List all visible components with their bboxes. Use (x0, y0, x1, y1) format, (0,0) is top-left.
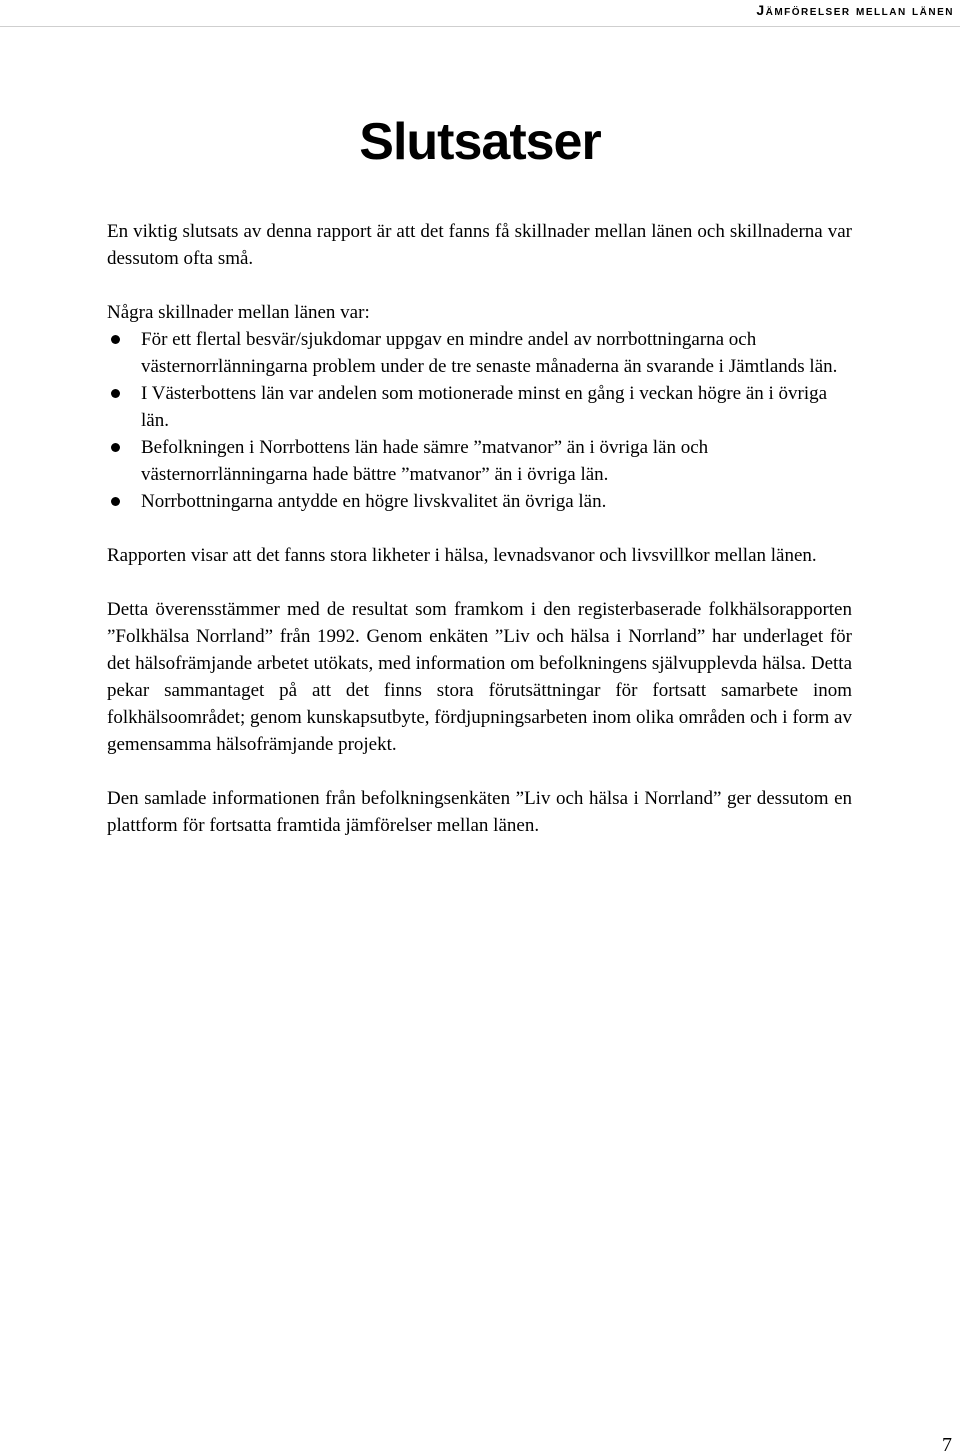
bullet-icon (111, 389, 120, 398)
bullet-icon (111, 335, 120, 344)
list-item-text: I Västerbottens län var andelen som motionerade minst en gång i veckan högre än i övriga län. (141, 383, 828, 431)
list-item (107, 380, 852, 434)
paragraph-samlade: Den samlade informationen från befolkningsenkäten ”Liv och hälsa i Norrland” ger dessutom en plattform för fortsatta framtida jämförelser mellan länen. (107, 788, 852, 836)
list-item-text: Norrbottningarna antydde en högre livskvalitet än övriga län. (141, 491, 607, 512)
bullet-icon (111, 443, 120, 452)
page-number: 7 (942, 1434, 952, 1456)
list-item-text: Befolkningen i Norrbottens län hade sämre ”matvanor” än i övriga län och västernorrlänningarna hade bättre ”matvanor” än i övriga län. (141, 437, 709, 485)
paragraph-intro: En viktig slutsats av denna rapport är att det fanns få skillnader mellan länen och skillnaderna var dessutom ofta små. (107, 221, 852, 269)
paragraph-likheter: Rapporten visar att det fanns stora likheter i hälsa, levnadsvanor och livsvillkor mellan länen. (107, 545, 817, 566)
list-item-text: För ett flertal besvär/sjukdomar uppgav en mindre andel av norrbottningarna och västernorrlänningarna problem under de tre senaste månaderna än svarande i Jämtlands län. (141, 329, 838, 377)
list-item (107, 488, 852, 515)
running-header: Jämförelser mellan länen (756, 2, 954, 18)
findings-list (107, 326, 852, 515)
paragraph-list-intro: Några skillnader mellan länen var: (107, 302, 370, 323)
list-item (107, 326, 852, 380)
header-divider (0, 26, 960, 27)
bullet-icon (111, 497, 120, 506)
page-title: Slutsatser (359, 113, 601, 171)
main-content (107, 218, 852, 839)
list-item (107, 434, 852, 488)
paragraph-overensstammer: Detta överensstämmer med de resultat som framkom i den registerbaserade folkhälsorapporten ”Folkhälsa Norrland” från 1992. Genom enkäten ”Liv och hälsa i Norrland” har underlaget för det hälsofrämjande arbetet utökats, med information om befolkningens självupplevda hälsa. Detta pekar sammantaget på att det finns stora förutsättningar för fortsatt samarbete inom folkhälsoområdet; genom kunskapsutbyte, fördjupningsarbeten inom olika områden och i form av gemensamma hälsofrämjande projekt. (107, 599, 852, 755)
